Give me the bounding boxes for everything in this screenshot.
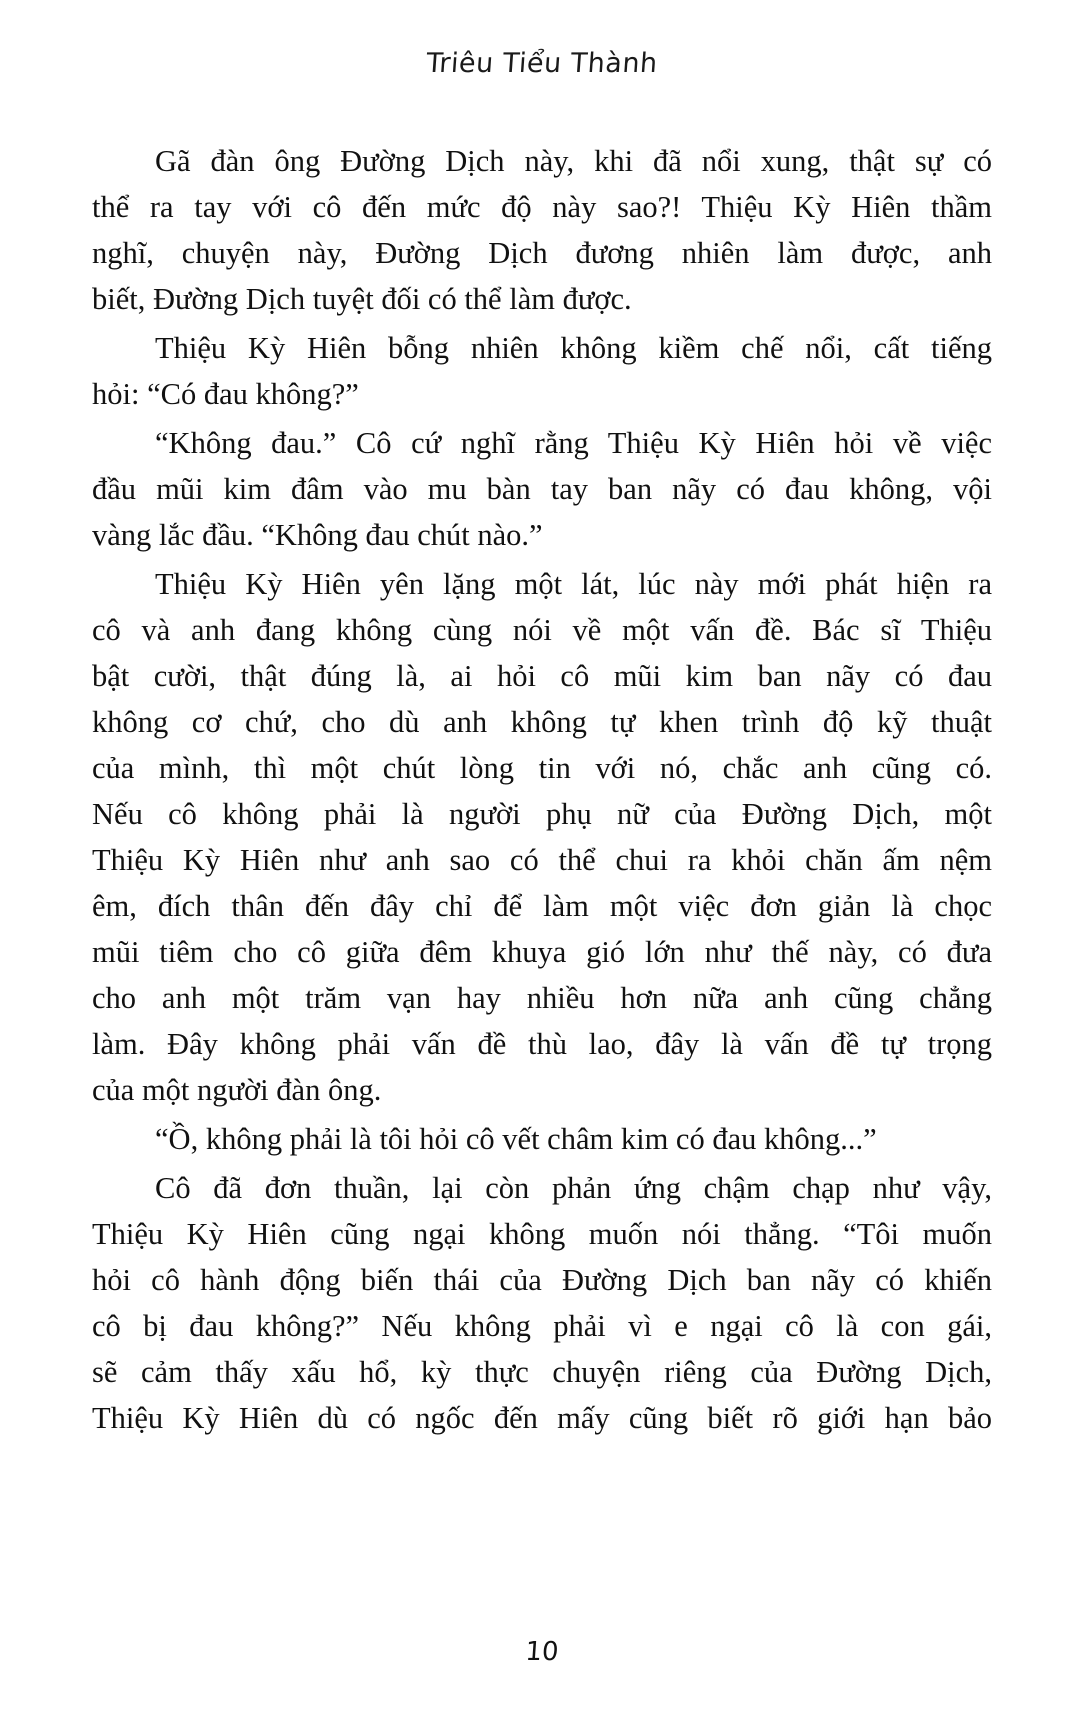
- text-line: Thiệu Kỳ Hiên bỗng nhiên không kiềm chế nổi, cất tiếng: [155, 331, 992, 365]
- text-line: nghĩ, chuyện này, Đường Dịch đương nhiên làm được, anh: [92, 236, 992, 270]
- text-line: Cô đã đơn thuần, lại còn phản ứng chậm chạp như vậy,: [155, 1171, 992, 1205]
- text-line: của mình, thì một chút lòng tin với nó, chắc anh cũng có.: [92, 751, 992, 785]
- text-line: Gã đàn ông Đường Dịch này, khi đã nổi xung, thật sự có: [155, 144, 992, 178]
- text-line: cô bị đau không?” Nếu không phải vì e ngại cô là con gái,: [92, 1309, 992, 1343]
- text-line: Nếu cô không phải là người phụ nữ của Đường Dịch, một: [92, 797, 992, 831]
- text-line: vàng lắc đầu. “Không đau chút nào.”: [92, 518, 543, 552]
- text-line: “Ồ, không phải là tôi hỏi cô vết châm kim có đau không...”: [155, 1122, 877, 1156]
- text-line: hỏi: “Có đau không?”: [92, 377, 359, 411]
- text-line: Thiệu Kỳ Hiên cũng ngại không muốn nói thẳng. “Tôi muốn: [92, 1217, 992, 1251]
- text-line: cô và anh đang không cùng nói về một vấn đề. Bác sĩ Thiệu: [92, 613, 992, 647]
- text-line: thể ra tay với cô đến mức độ này sao?! Thiệu Kỳ Hiên thầm: [92, 190, 992, 224]
- text-line: của một người đàn ông.: [92, 1073, 382, 1107]
- page-number: 10: [524, 1637, 560, 1667]
- text-line: làm. Đây không phải vấn đề thù lao, đây là vấn đề tự trọng: [92, 1027, 992, 1061]
- text-line: “Không đau.” Cô cứ nghĩ rằng Thiệu Kỳ Hiên hỏi về việc: [155, 426, 992, 460]
- text-line: êm, đích thân đến đây chỉ để làm một việc đơn giản là chọc: [92, 889, 992, 923]
- text-line: không cơ chứ, cho dù anh không tự khen trình độ kỹ thuật: [92, 705, 992, 739]
- text-line: Thiệu Kỳ Hiên yên lặng một lát, lúc này mới phát hiện ra: [155, 567, 992, 601]
- text-line: biết, Đường Dịch tuyệt đối có thể làm được.: [92, 282, 632, 316]
- text-line: bật cười, thật đúng là, ai hỏi cô mũi kim ban nãy có đau: [92, 659, 992, 693]
- text-line: mũi tiêm cho cô giữa đêm khuya gió lớn như thế này, có đưa: [92, 935, 992, 969]
- text-line: cho anh một trăm vạn hay nhiều hơn nữa anh cũng chẳng: [92, 981, 992, 1015]
- running-header-title: Triêu Tiểu Thành: [425, 48, 659, 79]
- text-line: Thiệu Kỳ Hiên như anh sao có thể chui ra khỏi chăn ấm nệm: [92, 843, 992, 877]
- text-line: đầu mũi kim đâm vào mu bàn tay ban nãy có đau không, vội: [92, 472, 992, 506]
- text-line: sẽ cảm thấy xấu hổ, kỳ thực chuyện riêng của Đường Dịch,: [92, 1355, 992, 1389]
- text-line: Thiệu Kỳ Hiên dù có ngốc đến mấy cũng biết rõ giới hạn bảo: [92, 1401, 992, 1435]
- text-line: hỏi cô hành động biến thái của Đường Dịch ban nãy có khiến: [92, 1263, 992, 1297]
